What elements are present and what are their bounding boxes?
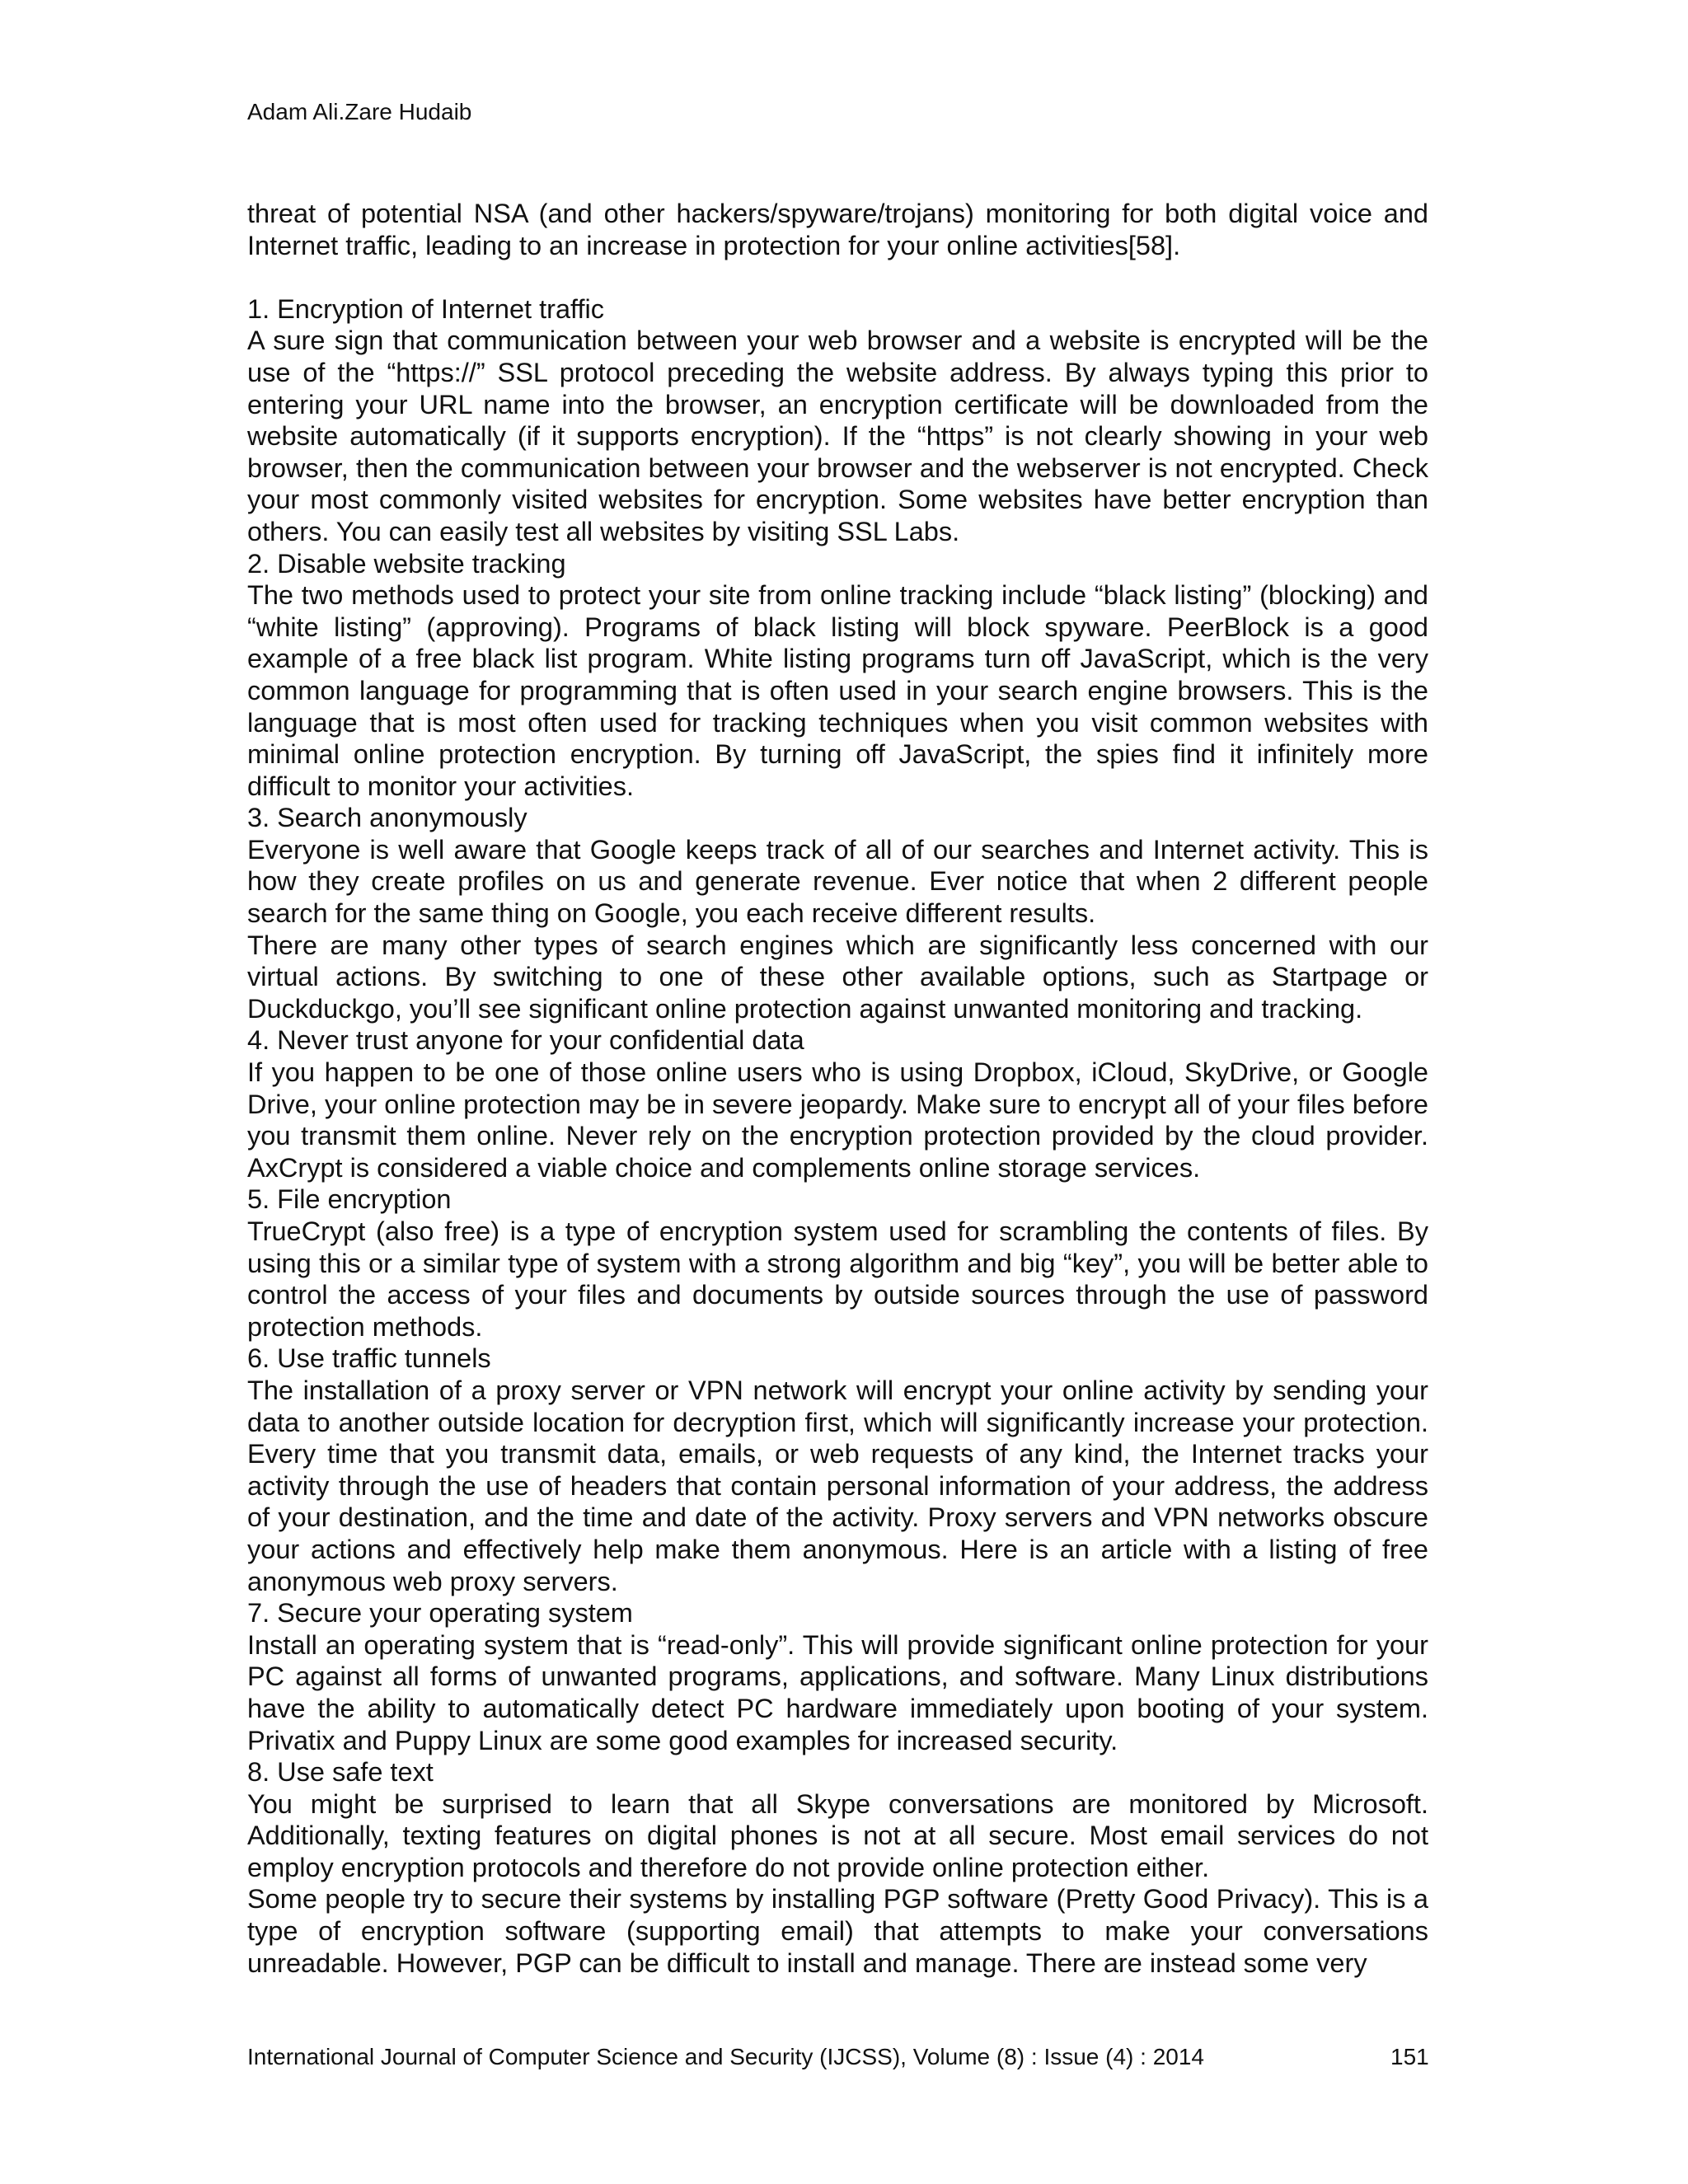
section-paragraph: Some people try to secure their systems by installing PGP software (Pretty Good Privacy). This is a type of encryption software (supporting email) that attempts to make your conversations unreadable. However, PGP can be difficult to install and manage. There are instead some very	[247, 1884, 1428, 1978]
journal-citation: International Journal of Computer Science and Security (IJCSS), Volume (8) : Issue (4) : 2014	[247, 2044, 1205, 2069]
section-paragraph: The installation of a proxy server or VPN network will encrypt your online activity by sending your data to another outside location for decryption first, which will significantly increase your protection. Every time that you transmit data, emails, or web requests of any kind, the Internet tracks your activity through the use of headers that contain personal information of your address, the address of your destination, and the time and date of the activity. Proxy servers and VPN networks obscure your actions and effectively help make them anonymous. Here is an article with a listing of free anonymous web proxy servers.	[247, 1375, 1428, 1596]
section-paragraph: Install an operating system that is “read-only”. This will provide significant online protection for your PC against all forms of unwanted programs, applications, and software. Many Linux distributions have the ability to automatically detect PC hardware immediately upon booting of your system. Privatix and Puppy Linux are some good examples for increased security.	[247, 1629, 1428, 1755]
section-heading-disable-website-tracking: 2. Disable website tracking	[247, 548, 566, 579]
section-heading-use-traffic-tunnels: 6. Use traffic tunnels	[247, 1343, 491, 1374]
section-paragraph: Everyone is well aware that Google keeps track of all of our searches and Internet activity. This is how they create profiles on us and generate revenue. Ever notice that when 2 different people search for the same thing on Google, you each receive different results.	[247, 834, 1428, 929]
section-paragraph: If you happen to be one of those online users who is using Dropbox, iCloud, SkyDrive, or Google Drive, your online protection may be in severe jeopardy. Make sure to encrypt all of your files before you transmit them online. Never rely on the encryption protection provided by the cloud provider. AxCrypt is considered a viable choice and complements online storage services.	[247, 1057, 1428, 1183]
section-heading-secure-your-operating-system: 7. Secure your operating system	[247, 1598, 633, 1629]
section-heading-file-encryption: 5. File encryption	[247, 1184, 452, 1215]
section-heading-use-safe-text: 8. Use safe text	[247, 1757, 434, 1788]
section-heading-search-anonymously: 3. Search anonymously	[247, 803, 528, 833]
paragraph-gap	[247, 261, 1428, 293]
section-heading-never-trust-anyone: 4. Never trust anyone for your confidential data	[247, 1025, 804, 1056]
section-paragraph: The two methods used to protect your site from online tracking include “black listing” (blocking) and “white listing” (approving). Programs of black listing will block spyware. PeerBlock is a good example of a free black list program. White listing programs turn off JavaScript, which is the very common language for programming that is often used in your search engine browsers. This is the language that is most often used for tracking techniques when you visit common websites with minimal online protection encryption. By turning off JavaScript, the spies find it infinitely more difficult to monitor your activities.	[247, 580, 1428, 801]
section-paragraph: A sure sign that communication between your web browser and a website is encrypted will be the use of the “https://” SSL protocol preceding the website address. By always typing this prior to entering your URL name into the browser, an encryption certificate will be downloaded from the website automatically (if it supports encryption). If the “https” is not clearly showing in your web browser, then the communication between your browser and the webserver is not encrypted. Check your most commonly visited websites for encryption. Some websites have better encryption than others. You can easily test all websites by visiting SSL Labs.	[247, 326, 1428, 546]
section-paragraph: You might be surprised to learn that all Skype conversations are monitored by Microsoft. Additionally, texting features on digital phones is not at all secure. Most email services do not employ encryption protocols and therefore do not provide online protection either.	[247, 1788, 1428, 1882]
intro-paragraph: threat of potential NSA (and other hackers/spyware/trojans) monitoring for both digital voice and Internet traffic, leading to an increase in protection for your online activities[58].	[247, 199, 1428, 260]
body-text	[247, 198, 1428, 1979]
section-paragraph: There are many other types of search engines which are significantly less concerned with our virtual actions. By switching to one of these other available options, such as Startpage or Duckduckgo, you’ll see significant online protection against unwanted monitoring and tracking.	[247, 930, 1428, 1024]
running-head-author: Adam Ali.Zare Hudaib	[247, 99, 472, 124]
page-number: 151	[1390, 2044, 1429, 2069]
section-heading-encryption-of-internet-traffic: 1. Encryption of Internet traffic	[247, 293, 604, 324]
section-paragraph: TrueCrypt (also free) is a type of encryption system used for scrambling the contents of files. By using this or a similar type of system with a strong algorithm and big “key”, you will be better able to control the access of your files and documents by outside sources through the use of password protection methods.	[247, 1216, 1428, 1342]
